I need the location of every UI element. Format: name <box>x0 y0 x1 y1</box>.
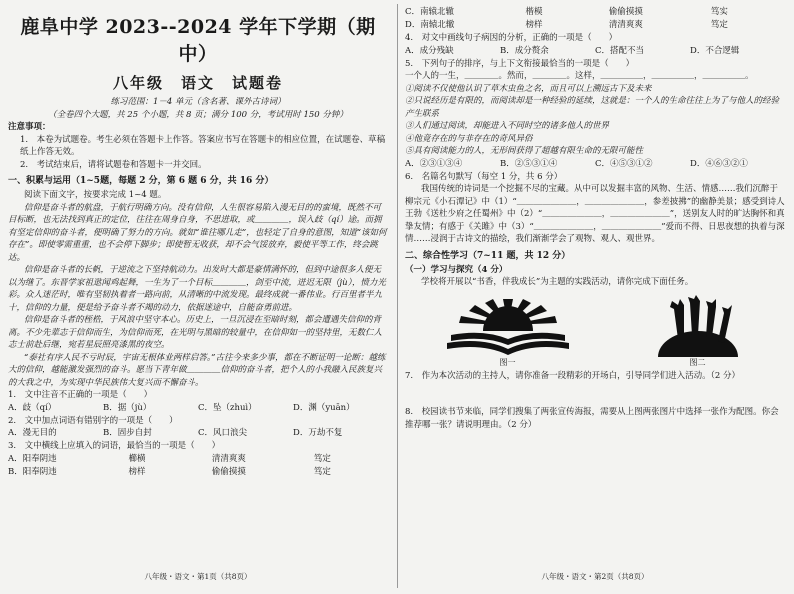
figure-2-caption: 图二 <box>689 357 706 367</box>
note-item: 1. 本卷为试题卷。考生必须在答题卡上作答。答案应书写在答题卡的相应位置，在试题卷、草稿纸上作答无效。 <box>20 134 386 157</box>
sun-book-illustration <box>443 295 573 357</box>
hands-reaching-illustration <box>648 295 748 357</box>
option-cell: 清清爽爽 <box>211 453 246 464</box>
figure-2 <box>648 295 748 368</box>
option: D．渊（yuān） <box>293 402 355 413</box>
option-cell: 偷偷摸摸 <box>211 466 246 477</box>
option: C．风口浪尖 <box>198 428 248 438</box>
question-5-options <box>405 158 785 171</box>
question-6: 6. 名篇名句默写（每空 1 分，共 6 分） <box>405 171 563 182</box>
option: C．④⑤③①② <box>595 158 653 169</box>
option: A．成分残缺 <box>405 45 454 56</box>
option: A．漫无目的 <box>8 428 57 438</box>
question-1: 1. 文中注音不正确的一项是（ ） <box>8 390 153 400</box>
option-cell: B．阳奉阴违 <box>8 466 57 477</box>
question-3: 3. 文中横线上应填入的词语，最恰当的一项是（ ） <box>8 441 221 451</box>
question-5-item: ③人们通过阅读，却能进入不同时空的诸多他人的世界 <box>405 121 610 131</box>
figure-1 <box>443 295 573 368</box>
page-divider <box>397 4 398 588</box>
option-cell: 偷偷摸摸 <box>608 7 643 17</box>
question-8: 8. 校园读书节来临，同学们搜集了两张宣传海报，需要从上图两张图片中选择一张作为配图。你会推荐哪一张？请说明理由。（2 分） <box>405 407 779 430</box>
question-5-item: ①阅读不仅使他认识了草木虫鱼之名，而且可以上溯远古下及未来 <box>405 83 652 94</box>
exam-title: 鹿阜中学 2023--2024 学年下学期（期中） <box>20 16 376 65</box>
option: A．歧（qí） <box>8 402 57 413</box>
passage-paragraph: 信仰是奋斗者的桎梏，于风浪中坚守本心。历史上，一旦沉浸在至暗时刻，都会遭遇失信仰的背离。不少先辈志于信仰而生，为信仰而死，在光明与黑暗的较量中，在信仰如一的坚持里，无数仁人志士前赴后继，宛若星辰照亮漆黑的夜空。 <box>8 315 383 350</box>
subsection-heading: （一）学习与探究（4 分） <box>405 264 508 275</box>
section-1-intro: 阅读下面文字，按要求完成 1~4 题。 <box>24 190 167 200</box>
exam-subtitle: 八年级 语文 试题卷 <box>112 74 283 92</box>
option-cell: 櫛横 <box>128 453 146 464</box>
option: D．万劫不复 <box>293 428 343 438</box>
question-6-text: 我国传统的诗词是一个挖掘不尽的宝藏。从中可以发掘丰富的风物、生活、情感……我们沉醉于柳宗元《小石潭记》中（1）“＿＿＿＿＿＿＿，＿＿＿＿＿＿＿，参差披拂”的幽静美景；感受到诗人王勃《送杜少府之任蜀州》中（2）“＿＿＿＿＿＿＿，＿＿＿＿＿＿＿”，送别友人时的旷达胸怀和真挚友情；有感于《关雎》中（3）“＿＿＿＿＿＿＿，＿＿＿＿＿＿＿”爱而不得、日思夜想的执着与深情……浸润于古诗文的描绘，我们渐渐学会了观物、观人、观世界。 <box>405 184 785 244</box>
figure-1-caption: 图一 <box>499 357 516 367</box>
exam-scope: 练习范围：1－4 单元（含名著、课外古诗词） <box>110 97 286 107</box>
question-2-options <box>8 427 388 440</box>
option-cell: 笃定 <box>710 20 728 30</box>
passage-paragraph: 信仰是奋斗者的长帆，于逆流之下坚持航动力。出发时大都是豪情满怀的，但到中途很多人便无以为继了。东晋学家祖逖闻鸡起舞，一生为了一个目标＿＿＿＿，剑至中流，迸迟无限（jù），愤力光彩。众人迷茫时，唯有坚韧执着者一路向前，从清晰的中流发现。最终成就一番伟业。行百里者半九十，信仰的力量，便是给予奋斗者不竭的动力，依据迷途中，自能奋勇前进。 <box>8 265 386 313</box>
answer-space <box>405 382 785 406</box>
question-7: 7. 作为本次活动的主持人，请你准备一段精彩的开场白，引导同学们进入活动。（2 分） <box>405 370 740 381</box>
option-cell: 榜样 <box>128 466 146 477</box>
option-cell: 笃定 <box>313 466 331 477</box>
left-page <box>8 6 388 586</box>
question-5-lead: 一个人的一生，＿＿＿＿。然而，＿＿＿＿。这样，＿＿＿＿＿，＿＿＿＿＿，＿＿＿＿＿。 <box>405 71 754 81</box>
page-footer: 八年级・语文・第2页（共8页） <box>541 572 649 581</box>
option-cell: 清清爽爽 <box>608 20 643 30</box>
option: B．据（jù） <box>103 402 152 413</box>
notes-title: 注意事项： <box>8 122 51 132</box>
option: B．成分赘余 <box>500 45 549 56</box>
option: A．②③①③④ <box>405 158 463 169</box>
option-cell: 楷模 <box>525 7 543 17</box>
exam-info: （全卷四个大题，共 25 个小题，共 8 页；满分 100 分，考试用时 150 分钟） <box>48 109 348 120</box>
option: D．不合逻辑 <box>690 45 740 56</box>
option: B．固步自封 <box>103 428 152 438</box>
question-5-item: ④他竟存在的与非存在的奇风异俗 <box>405 133 533 144</box>
option: D．④⑥③②① <box>690 158 748 169</box>
option-cell: A．阳奉阴违 <box>8 453 57 464</box>
subsection-intro: 学校将开展以“书香，伴我成长”为主题的实践活动，请你完成下面任务。 <box>421 277 694 287</box>
question-4-options <box>405 45 785 58</box>
passage-paragraph: 信仰是奋斗者的航盘，于航行明确方向。没有信仰，人生很容易陷入漫无目的的蛮境，既然不可目标断，也无法找到真正的定位，往往在周身自身，不思进取，或＿＿＿＿，误入歧（qí）途。而拥有坚定信仰的奋斗者，便明确了努力的方向。就如“谁往哪儿走”，也轻定了自身的意图，知道“该如何存在”。即使零需重重，也不会停下脚步；即使暂无收获，却不会气馁放弃，毅使平等工作，终会跳达。 <box>8 202 387 263</box>
question-5-item: ②只说经历是有限的，而阅读却是一种经验的延续，这就是：一个人的生命往往上为了与他人的经验产生联系 <box>405 96 780 119</box>
option: C．坠（zhuì） <box>198 402 257 413</box>
option: B．②⑤③①④ <box>500 158 558 169</box>
note-item: 2. 考试结束后，请将试题卷和答题卡一并交回。 <box>20 159 207 170</box>
question-5: 5. 下列句子的排序，与上下文衔接最恰当的一项是（ ） <box>405 58 635 69</box>
section-1-heading: 一、积累与运用（1~5题，每题 2 分，第 6 题 6 分，共 16 分） <box>8 176 274 186</box>
question-5-item: ⑤具有阅读能力的人，无形间获得了超越有限生命的无限可能性 <box>405 146 644 156</box>
question-4: 4. 对文中画线句子病因的分析，正确的一项是（ ） <box>405 33 618 43</box>
option-cell: C．南辕北辙 <box>405 7 455 17</box>
option-cell: 榜样 <box>525 20 543 30</box>
page-footer: 八年级・语文・第1页（共8页） <box>144 572 252 581</box>
option-cell: 笃定 <box>313 453 331 464</box>
option-cell: D．南辕北辙 <box>405 20 455 30</box>
question-2: 2. 文中加点词语有错别字的一项是（ ） <box>8 415 178 426</box>
option-cell: 笃实 <box>710 7 728 17</box>
question-1-options <box>8 402 388 415</box>
option: C．搭配不当 <box>595 45 645 56</box>
figures <box>405 295 785 368</box>
right-page <box>405 6 785 586</box>
question-3-options <box>8 453 388 479</box>
passage-paragraph: “泰社有序人民不亏时辰，宇宙无根体业两样启答。”古往今来多少事，都在不断证明一论断：越练大的信仰，越能激发强烈的奋斗。愿当下青年做＿＿＿＿信仰的奋斗者，把个人的小我融入民族复兴的大我之中，为实现中华民族伟大复兴而不懈奋斗。 <box>8 352 386 388</box>
question-3-options-continued <box>405 6 785 32</box>
section-2-heading: 二、综合性学习（7~11 题，共 12 分） <box>405 250 571 261</box>
